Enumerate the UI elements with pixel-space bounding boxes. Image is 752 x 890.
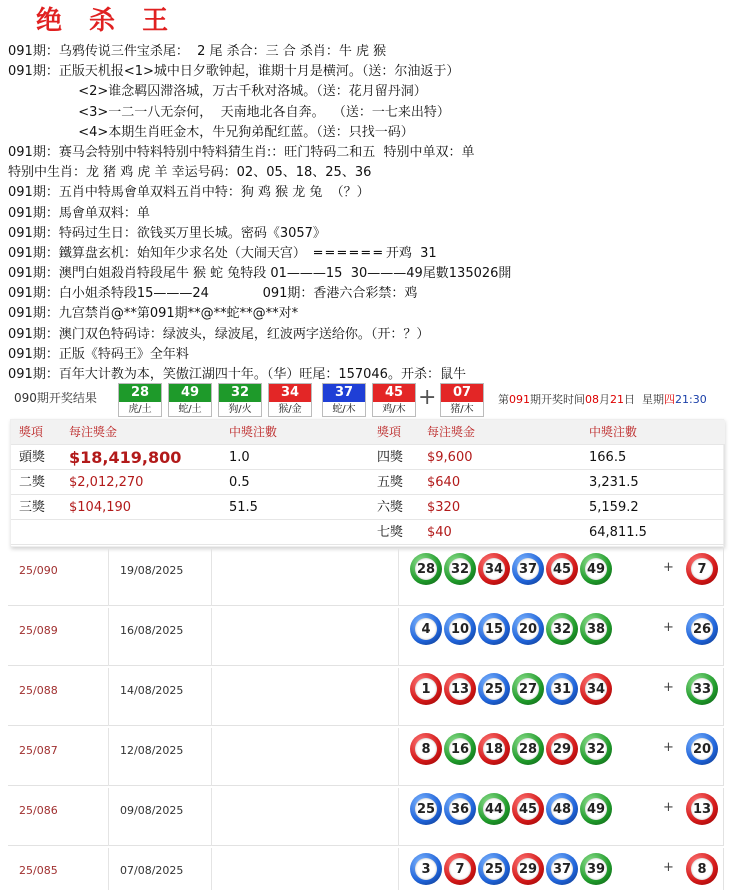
ball-number: 13	[691, 798, 713, 820]
prize-cell: 64,811.5	[589, 525, 647, 540]
prize-cell: 0.5	[229, 475, 250, 490]
ball-number: 45	[551, 558, 573, 580]
ball-number: 8	[415, 738, 437, 760]
lottery-ball	[512, 613, 544, 645]
ball-number: 20	[517, 618, 539, 640]
ball-number: 7	[449, 858, 471, 880]
prediction-line: 091期：乌鸦传说三件宝杀尾： 2 尾 杀合：三 合 杀肖：牛 虎 猴	[8, 44, 387, 59]
row-divider	[108, 548, 109, 606]
ball-number: 15	[483, 618, 505, 640]
row-divider	[211, 608, 212, 666]
prize-cell: 四獎	[377, 450, 404, 465]
prize-cell: $9,600	[427, 450, 473, 465]
prize-header-cell: 獎項	[19, 425, 44, 439]
prize-cell: $2,012,270	[69, 475, 144, 490]
ball-number: 4	[415, 618, 437, 640]
result-zodiac: 鸡/木	[382, 404, 406, 415]
ball-plus-sign: +	[663, 620, 674, 635]
row-divider	[398, 668, 399, 726]
ball-number: 25	[415, 798, 437, 820]
row-divider	[398, 788, 399, 846]
result-number-chip	[268, 383, 312, 417]
ball-number: 49	[585, 558, 607, 580]
row-divider	[211, 788, 212, 846]
prize-table-row	[11, 520, 725, 545]
prediction-line: 091期：正版天机报<1>城中日夕歌钟起，谁期十月是横河。（送：尔油返于）	[8, 64, 460, 80]
draw-period: 25/087	[19, 744, 58, 757]
ball-number: 49	[585, 798, 607, 820]
ball-number: 38	[585, 618, 607, 640]
row-divider	[398, 608, 399, 666]
result-zodiac: 猴/金	[278, 404, 302, 415]
lottery-ball	[478, 853, 510, 885]
prediction-line: 091期：鐵算盘玄机：始知年少求名处（大闹天宫） ═ ═ ═ ═ ═ ═ 开鸡 31	[8, 245, 437, 261]
lottery-ball	[686, 793, 718, 825]
prediction-lines	[8, 42, 748, 385]
lottery-ball	[410, 553, 442, 585]
prediction-line: 091期：白小姐杀特段15———24 091期：香港六合彩禁：鸡	[8, 286, 418, 302]
next-draw-mid: 期开奖时间	[530, 393, 585, 406]
row-divider	[211, 848, 212, 890]
result-zodiac: 蛇/木	[332, 404, 356, 415]
lottery-ball	[580, 853, 612, 885]
prediction-line: <4>本期生肖旺金木，牛兄狗弟配红蓝。（送：只找一码）	[8, 124, 414, 140]
ball-number: 34	[585, 678, 607, 700]
next-draw-period: 091	[509, 393, 530, 406]
row-divider	[211, 548, 212, 606]
ball-number: 13	[449, 678, 471, 700]
result-number: 49	[169, 384, 211, 402]
lottery-ball	[444, 613, 476, 645]
prediction-line: 091期：澳门双色特码诗：绿波头，绿波尾，红波两字送给你。（开：？）	[8, 326, 430, 342]
ball-number: 34	[483, 558, 505, 580]
row-divider	[211, 668, 212, 726]
ball-number: 45	[517, 798, 539, 820]
row-divider	[108, 608, 109, 666]
draw-date: 19/08/2025	[120, 564, 184, 577]
lottery-ball	[410, 793, 442, 825]
ball-number: 26	[691, 618, 713, 640]
ball-number: 33	[691, 678, 713, 700]
row-divider	[398, 848, 399, 890]
result-zodiac: 猪/木	[450, 404, 474, 415]
result-number-chip	[372, 383, 416, 417]
ball-number: 3	[415, 858, 437, 880]
lottery-ball	[478, 733, 510, 765]
lottery-ball	[580, 553, 612, 585]
lottery-ball	[546, 733, 578, 765]
page-title: 绝 杀 王	[36, 6, 178, 36]
lottery-ball	[444, 673, 476, 705]
lottery-ball	[512, 853, 544, 885]
lottery-ball	[478, 793, 510, 825]
result-number: 34	[269, 384, 311, 402]
prize-cell: $320	[427, 500, 461, 515]
prize-cell: 3,231.5	[589, 475, 639, 490]
ball-number: 28	[415, 558, 437, 580]
lottery-ball	[686, 553, 718, 585]
next-draw-time: 21:30	[675, 393, 707, 406]
result-number: 32	[219, 384, 261, 402]
lottery-ball	[512, 733, 544, 765]
last-result-label: 090期开奖结果	[14, 391, 97, 405]
prize-header-cell: 中獎注數	[229, 425, 278, 439]
draw-period: 25/085	[19, 864, 58, 877]
ball-plus-sign: +	[663, 560, 674, 575]
prize-cell: $104,190	[69, 500, 132, 515]
lottery-ball	[512, 793, 544, 825]
ball-number: 37	[551, 858, 573, 880]
result-number: 37	[323, 384, 365, 402]
result-number-chip	[218, 383, 262, 417]
lottery-ball	[546, 553, 578, 585]
result-number: 45	[373, 384, 415, 402]
ball-plus-sign: +	[663, 680, 674, 695]
lottery-ball	[580, 733, 612, 765]
prize-cell: $18,419,800	[69, 448, 182, 467]
ball-number: 37	[517, 558, 539, 580]
row-divider	[211, 728, 212, 786]
draw-row	[8, 548, 724, 606]
prize-cell: $640	[427, 475, 461, 490]
ball-number: 32	[449, 558, 471, 580]
prediction-line: 091期：五肖中特馬會单双料五肖中特：狗 鸡 猴 龙 兔 （？）	[8, 185, 370, 201]
ball-number: 32	[551, 618, 573, 640]
ball-number: 25	[483, 858, 505, 880]
next-draw-prefix: 第	[498, 393, 509, 406]
draw-date: 16/08/2025	[120, 624, 184, 637]
prize-table-row	[11, 445, 725, 470]
ball-plus-sign: +	[663, 800, 674, 815]
ball-number: 10	[449, 618, 471, 640]
ball-number: 29	[517, 858, 539, 880]
prediction-line: 091期：九宫禁肖@**第091期**@**蛇**@**对*	[8, 306, 299, 322]
prize-table-row	[11, 495, 725, 520]
ball-number: 20	[691, 738, 713, 760]
draw-date: 12/08/2025	[120, 744, 184, 757]
prize-header-cell: 每注獎金	[427, 425, 476, 439]
next-draw-weekday-prefix: 星期	[642, 393, 664, 406]
result-number-chip	[322, 383, 366, 417]
prediction-line: <3>一二一八无奈何， 天南地北各自奔。 （送：一七来出特）	[8, 104, 450, 120]
prize-cell: 七獎	[377, 525, 404, 540]
ball-number: 44	[483, 798, 505, 820]
last-result-bar	[0, 381, 752, 417]
lottery-ball	[686, 673, 718, 705]
ball-number: 7	[691, 558, 713, 580]
ball-number: 1	[415, 678, 437, 700]
lottery-ball	[580, 673, 612, 705]
ball-number: 25	[483, 678, 505, 700]
ball-number: 27	[517, 678, 539, 700]
result-zodiac: 虎/土	[128, 404, 152, 415]
lottery-ball	[546, 673, 578, 705]
draw-period: 25/086	[19, 804, 58, 817]
result-zodiac: 蛇/土	[178, 404, 202, 415]
prize-table	[10, 419, 724, 547]
draw-row	[8, 788, 724, 846]
ball-number: 39	[585, 858, 607, 880]
row-divider	[398, 548, 399, 606]
lottery-ball	[512, 553, 544, 585]
lottery-ball	[410, 853, 442, 885]
row-divider	[108, 848, 109, 890]
next-draw-weekday: 四	[664, 393, 675, 406]
draw-period: 25/090	[19, 564, 58, 577]
lottery-ball	[478, 553, 510, 585]
draw-row	[8, 848, 724, 890]
plus-sign: +	[418, 385, 437, 410]
lottery-ball	[686, 613, 718, 645]
lottery-ball	[686, 853, 718, 885]
result-number-chip	[168, 383, 212, 417]
row-divider	[398, 728, 399, 786]
lottery-ball	[444, 553, 476, 585]
ball-number: 28	[517, 738, 539, 760]
draw-date: 14/08/2025	[120, 684, 184, 697]
next-draw-day: 21	[610, 393, 624, 406]
row-divider	[108, 728, 109, 786]
draw-row	[8, 728, 724, 786]
ball-number: 31	[551, 678, 573, 700]
lottery-ball	[478, 613, 510, 645]
ball-number: 16	[449, 738, 471, 760]
lottery-ball	[512, 673, 544, 705]
prize-header-cell: 獎項	[377, 425, 402, 439]
lottery-ball	[546, 613, 578, 645]
lottery-ball	[580, 793, 612, 825]
prediction-line: 091期：百年大计教为本，笑傲江湖四十年。（华）旺尾：157046。开杀：鼠牛	[8, 367, 466, 382]
prediction-line: <2>谁念羁囚滞洛城，万古千秋对洛城。（送：花月留丹洞）	[8, 84, 427, 100]
prize-table-row	[11, 470, 725, 495]
prize-header-cell: 中獎注數	[589, 425, 638, 439]
result-number: 07	[441, 384, 483, 402]
prediction-line: 091期：正版《特码王》全年料	[8, 346, 189, 362]
prize-header-cell: 每注獎金	[69, 425, 118, 439]
lottery-ball	[686, 733, 718, 765]
prize-cell: 五獎	[377, 475, 404, 490]
prediction-line: 091期：特码过生日：欲钱买万里长城。密码《3057》	[8, 225, 326, 241]
draw-period: 25/089	[19, 624, 58, 637]
row-divider	[108, 788, 109, 846]
prediction-line: 091期：馬會单双料：单	[8, 205, 150, 221]
lottery-ball	[444, 793, 476, 825]
ball-plus-sign: +	[663, 860, 674, 875]
next-draw-month-unit: 月	[599, 393, 610, 406]
row-divider	[108, 668, 109, 726]
prize-cell: 三獎	[19, 500, 46, 515]
draw-period: 25/088	[19, 684, 58, 697]
draw-date: 09/08/2025	[120, 804, 184, 817]
lottery-ball	[444, 733, 476, 765]
ball-number: 18	[483, 738, 505, 760]
draw-row	[8, 668, 724, 726]
lottery-ball	[546, 853, 578, 885]
next-draw-day-unit: 日	[624, 393, 635, 406]
prize-cell: 5,159.2	[589, 500, 639, 515]
next-draw-month: 08	[585, 393, 599, 406]
draw-date: 07/08/2025	[120, 864, 184, 877]
next-draw-info	[498, 391, 707, 407]
prize-cell: 51.5	[229, 500, 258, 515]
ball-number: 32	[585, 738, 607, 760]
lottery-ball	[410, 733, 442, 765]
prize-cell: $40	[427, 525, 452, 540]
prize-cell: 1.0	[229, 450, 250, 465]
prediction-line: 091期：澳門白姐殺肖特段尾牛 猴 蛇 兔特段 01———15 30———49尾數135026開	[8, 266, 512, 282]
ball-plus-sign: +	[663, 740, 674, 755]
prize-cell: 頭獎	[19, 450, 46, 465]
ball-number: 48	[551, 798, 573, 820]
lottery-ball	[478, 673, 510, 705]
prize-table-header	[11, 420, 725, 445]
ball-number: 36	[449, 798, 471, 820]
lottery-ball	[444, 853, 476, 885]
lottery-ball	[546, 793, 578, 825]
ball-number: 8	[691, 858, 713, 880]
prize-cell: 166.5	[589, 450, 627, 465]
lottery-ball	[580, 613, 612, 645]
lottery-ball	[410, 613, 442, 645]
result-zodiac: 狗/火	[228, 404, 252, 415]
lottery-ball	[410, 673, 442, 705]
ball-number: 29	[551, 738, 573, 760]
draw-row	[8, 608, 724, 666]
result-number-chip	[440, 383, 484, 417]
prize-cell: 六獎	[377, 500, 404, 515]
prediction-line: 091期：赛马会特别中特料特别中特料猜生肖:：旺门特码二和五 特别中单双：单	[8, 144, 475, 160]
result-number: 28	[119, 384, 161, 402]
prediction-line: 特别中生肖：龙 猪 鸡 虎 羊 幸运号码：02、05、18、25、36	[8, 165, 372, 181]
result-number-chip	[118, 383, 162, 417]
prize-cell: 二獎	[19, 475, 46, 490]
